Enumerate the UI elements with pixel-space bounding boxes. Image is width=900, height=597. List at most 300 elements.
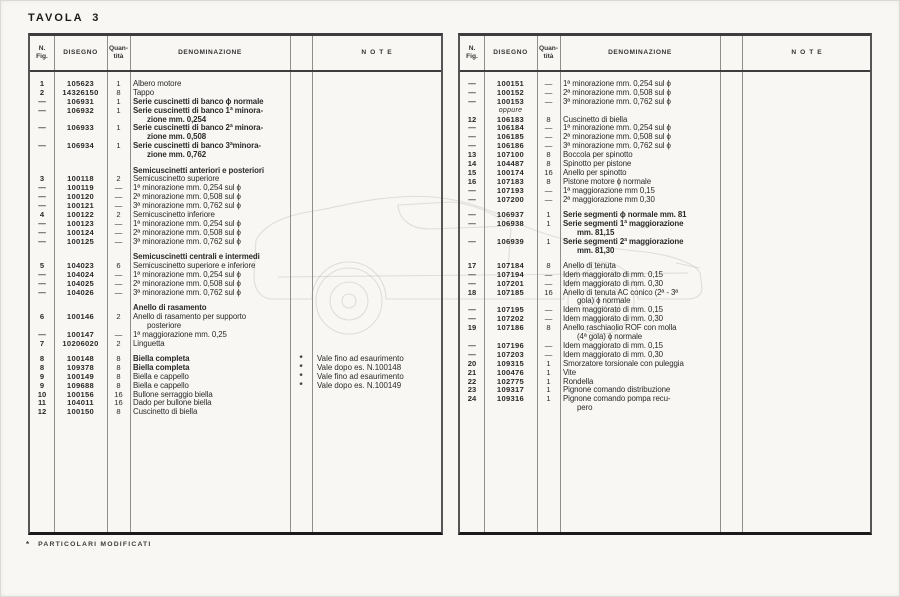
disegno-cell: 100148 bbox=[66, 353, 95, 363]
fig-cell: 10 bbox=[37, 389, 47, 399]
note-cell bbox=[312, 220, 441, 229]
quantity-cell: — bbox=[114, 201, 123, 211]
modified-star-cell bbox=[720, 262, 742, 271]
note-cell bbox=[312, 238, 441, 247]
quantity-cell: 8 bbox=[116, 380, 121, 390]
note-cell bbox=[742, 351, 870, 360]
disegno-cell: 100152 bbox=[496, 87, 525, 97]
fig-cell: 20 bbox=[467, 358, 477, 368]
quantity-cell: 1 bbox=[546, 209, 551, 219]
modified-star-cell bbox=[290, 304, 312, 313]
fig-cell: 14 bbox=[467, 159, 477, 169]
denominazione-cell: Semicuscinetto superiore e inferiore bbox=[133, 260, 256, 270]
disegno-cell: 100124 bbox=[66, 227, 95, 237]
disegno-cell: 105623 bbox=[66, 79, 95, 88]
disegno-cell: 107203 bbox=[496, 349, 525, 359]
note-cell bbox=[742, 151, 870, 160]
fig-cell: 17 bbox=[467, 260, 477, 270]
fig-cell: 21 bbox=[467, 367, 477, 377]
note-cell bbox=[742, 124, 870, 133]
note-cell bbox=[312, 313, 441, 322]
note-cell bbox=[742, 333, 870, 342]
modified-star-cell bbox=[290, 408, 312, 417]
disegno-cell: 106934 bbox=[66, 141, 95, 151]
denominazione-cell: Rondella bbox=[563, 376, 594, 386]
disegno-cell: 107196 bbox=[496, 340, 525, 350]
disegno-cell: 100149 bbox=[66, 371, 95, 381]
fig-cell: 8 bbox=[39, 362, 45, 372]
quantity-cell: — bbox=[544, 96, 553, 106]
disegno-cell: 100151 bbox=[496, 79, 525, 88]
denominazione-cell: Idem maggiorato di mm. 0,30 bbox=[563, 278, 663, 288]
quantity-cell: 1 bbox=[116, 105, 121, 115]
fig-cell bbox=[460, 404, 484, 413]
parts-table-left bbox=[28, 33, 443, 535]
denominazione-cell: 2ª minorazione mm. 0,508 sul ϕ bbox=[133, 278, 241, 288]
note-cell bbox=[312, 253, 441, 262]
note-cell bbox=[742, 280, 870, 289]
denominazione-cell: Idem maggiorato di mm. 0,30 bbox=[563, 349, 663, 359]
denominazione-cell: pero bbox=[577, 403, 593, 413]
denominazione-cell: 3ª minorazione mm. 0,762 sul ϕ bbox=[563, 141, 671, 151]
fig-cell: — bbox=[468, 218, 476, 228]
denominazione-cell: Pignone comando distribuzione bbox=[563, 385, 671, 395]
quantity-cell: 1 bbox=[116, 141, 121, 151]
disegno-cell: 100125 bbox=[66, 236, 95, 246]
modified-star-cell: * bbox=[299, 380, 303, 390]
denominazione-cell: Serie cuscinetti di banco ϕ normale bbox=[133, 96, 264, 106]
header-note: NOTE bbox=[361, 49, 396, 56]
modified-star-cell bbox=[290, 229, 312, 238]
denominazione-cell: Anello per spinotto bbox=[563, 167, 627, 177]
modified-star-cell bbox=[720, 315, 742, 324]
note-cell bbox=[312, 124, 441, 133]
fig-cell: — bbox=[468, 269, 476, 279]
modified-star-cell bbox=[290, 322, 312, 331]
note-cell bbox=[742, 80, 870, 89]
denominazione-cell: Cuscinetto di biella bbox=[133, 407, 198, 417]
page-title: TAVOLA 3 bbox=[28, 12, 101, 24]
table-row bbox=[30, 238, 441, 247]
quantity-cell: — bbox=[544, 123, 553, 133]
quantity-cell: 16 bbox=[544, 167, 553, 177]
note-cell bbox=[742, 395, 870, 404]
disegno-cell: 109316 bbox=[496, 394, 525, 404]
fig-cell: — bbox=[468, 349, 476, 359]
note-cell bbox=[742, 247, 870, 256]
note-cell bbox=[742, 369, 870, 378]
modified-star-cell bbox=[720, 247, 742, 256]
note-cell bbox=[742, 142, 870, 151]
modified-star-cell bbox=[290, 202, 312, 211]
disegno-cell: 104023 bbox=[66, 260, 95, 270]
modified-star-cell bbox=[720, 133, 742, 142]
quantity-cell: 1 bbox=[546, 376, 551, 386]
modified-star-cell: * bbox=[299, 353, 303, 363]
modified-star-cell bbox=[290, 238, 312, 247]
denominazione-cell: Dado per bullone biella bbox=[133, 398, 212, 408]
note-cell bbox=[312, 193, 441, 202]
disegno-cell: 106939 bbox=[496, 236, 525, 246]
note-cell bbox=[742, 98, 870, 107]
quantity-cell: 8 bbox=[546, 323, 551, 333]
modified-star-cell bbox=[290, 253, 312, 262]
denominazione-cell: Idem maggiorato di mm. 0,15 bbox=[563, 340, 663, 350]
modified-star-cell bbox=[720, 229, 742, 238]
disegno-cell: 104011 bbox=[67, 398, 94, 408]
left-table-body bbox=[30, 72, 441, 532]
quantity-cell: — bbox=[114, 287, 123, 297]
fig-cell: 1 bbox=[39, 79, 45, 88]
note-cell bbox=[742, 342, 870, 351]
quantity-cell: — bbox=[544, 278, 553, 288]
modified-star-cell bbox=[720, 342, 742, 351]
fig-cell: 23 bbox=[467, 385, 477, 395]
disegno-cell: 100119 bbox=[67, 183, 94, 193]
quantity-cell: — bbox=[544, 349, 553, 359]
disegno-cell: 14326150 bbox=[62, 87, 99, 97]
page-footer bbox=[26, 540, 152, 549]
disegno-cell: 104024 bbox=[66, 269, 95, 279]
denominazione-cell: Bullone serraggio biella bbox=[133, 389, 213, 399]
modified-star-cell bbox=[720, 124, 742, 133]
table-row bbox=[460, 404, 870, 413]
table-row bbox=[30, 340, 441, 349]
denominazione-cell: 2ª minorazione mm. 0,508 sul ϕ bbox=[133, 227, 241, 237]
fig-cell bbox=[30, 151, 54, 160]
disegno-cell: 107201 bbox=[496, 278, 525, 288]
denominazione-cell: Serie cuscinetti di banco 2ª minora- bbox=[133, 123, 263, 133]
disegno-cell: 10206020 bbox=[62, 338, 99, 348]
fig-cell: — bbox=[468, 123, 476, 133]
quantity-cell: — bbox=[544, 79, 553, 88]
modified-star-cell: * bbox=[299, 362, 303, 372]
modified-star-cell bbox=[290, 133, 312, 142]
denominazione-cell: Serie segmenti 2ª maggiorazione bbox=[563, 236, 684, 246]
header-denominazione: DENOMINAZIONE bbox=[178, 49, 242, 56]
modified-star-cell bbox=[290, 331, 312, 340]
note-cell bbox=[312, 133, 441, 142]
quantity-cell: 1 bbox=[116, 123, 121, 133]
fig-cell: — bbox=[468, 194, 476, 204]
modified-star-cell bbox=[720, 160, 742, 169]
quantity-cell: — bbox=[114, 183, 123, 193]
quantity-cell: 2 bbox=[116, 338, 121, 348]
note-cell bbox=[312, 271, 441, 280]
note-cell bbox=[742, 306, 870, 315]
quantity-cell: 16 bbox=[544, 287, 553, 297]
denominazione-cell: (4ª gola) ϕ normale bbox=[577, 332, 643, 342]
fig-cell: — bbox=[468, 314, 476, 324]
quantity-cell bbox=[107, 151, 130, 160]
disegno-cell: 107184 bbox=[496, 260, 525, 270]
disegno-cell: 102775 bbox=[496, 376, 525, 386]
quantity-cell: 8 bbox=[546, 176, 551, 186]
modified-star-cell bbox=[290, 124, 312, 133]
modified-star-cell bbox=[720, 404, 742, 413]
fig-cell: 16 bbox=[467, 176, 477, 186]
modified-star-cell bbox=[290, 175, 312, 184]
modified-star-cell bbox=[290, 391, 312, 400]
quantity-cell: 8 bbox=[116, 362, 121, 372]
fig-cell: 2 bbox=[39, 87, 45, 97]
fig-cell: 22 bbox=[467, 376, 477, 386]
fig-cell: 18 bbox=[467, 287, 477, 297]
fig-cell: — bbox=[468, 278, 476, 288]
disegno-cell: 100118 bbox=[67, 174, 94, 184]
denominazione-cell: 2ª minorazione mm. 0,508 sul ϕ bbox=[563, 132, 671, 142]
note-cell bbox=[312, 289, 441, 298]
disegno-cell: 107186 bbox=[496, 323, 525, 333]
modified-star-cell bbox=[290, 193, 312, 202]
denominazione-cell: Albero motore bbox=[133, 79, 182, 88]
modified-star-cell bbox=[720, 151, 742, 160]
modified-star-cell bbox=[290, 184, 312, 193]
disegno-cell: 100120 bbox=[66, 192, 95, 202]
disegno-cell: 104025 bbox=[66, 278, 95, 288]
modified-star-cell bbox=[720, 187, 742, 196]
denominazione-cell: Smorzatore torsionale con puleggia bbox=[563, 358, 684, 368]
note-cell bbox=[742, 196, 870, 205]
note-cell bbox=[312, 408, 441, 417]
table-row bbox=[460, 395, 870, 404]
table-row bbox=[460, 220, 870, 229]
denominazione-cell: 1ª maggiorazione mm 0,15 bbox=[563, 185, 655, 195]
modified-star-cell bbox=[720, 116, 742, 125]
denominazione-cell: 3ª minorazione mm. 0,762 sul ϕ bbox=[133, 236, 241, 246]
modified-star-cell bbox=[290, 289, 312, 298]
disegno-cell: 107183 bbox=[496, 176, 525, 186]
quantity-cell: — bbox=[544, 269, 553, 279]
quantity-cell: — bbox=[114, 278, 123, 288]
fig-cell: — bbox=[468, 141, 476, 151]
note-cell bbox=[742, 211, 870, 220]
quantity-cell: 8 bbox=[546, 159, 551, 169]
modified-star-cell bbox=[720, 80, 742, 89]
denominazione-cell: zione mm. 0,762 bbox=[147, 150, 207, 160]
modified-star-cell bbox=[720, 333, 742, 342]
quantity-cell: — bbox=[114, 236, 123, 246]
modified-star-cell bbox=[290, 271, 312, 280]
disegno-cell: 109317 bbox=[496, 385, 525, 395]
modified-star-cell bbox=[720, 271, 742, 280]
fig-cell: 19 bbox=[467, 323, 477, 333]
table-row bbox=[30, 142, 441, 151]
disegno-cell: 100147 bbox=[66, 329, 95, 339]
denominazione-cell: 3ª minorazione mm. 0,762 sul ϕ bbox=[563, 96, 671, 106]
fig-cell: — bbox=[38, 287, 46, 297]
note-cell bbox=[312, 280, 441, 289]
fig-cell: 9 bbox=[39, 371, 45, 381]
denominazione-cell: 2ª minorazione mm. 0,508 sul ϕ bbox=[563, 87, 671, 97]
header-quantita: Quan- tità bbox=[538, 45, 559, 60]
footer-text: PARTICOLARI MODIFICATI bbox=[38, 541, 152, 548]
fig-cell: — bbox=[468, 236, 476, 246]
note-cell bbox=[312, 331, 441, 340]
modified-star-cell: * bbox=[299, 371, 303, 381]
disegno-cell: oppure bbox=[498, 106, 523, 114]
quantity-cell: 1 bbox=[546, 218, 551, 228]
fig-cell: — bbox=[38, 236, 46, 246]
disegno-cell: 100476 bbox=[496, 367, 525, 377]
fig-cell: — bbox=[468, 209, 476, 219]
disegno-cell: 107100 bbox=[496, 150, 525, 160]
disegno-cell: 107195 bbox=[496, 305, 525, 315]
modified-star-cell bbox=[720, 395, 742, 404]
quantity-cell: 16 bbox=[114, 389, 123, 399]
header-quantita: Quan- tità bbox=[108, 45, 129, 60]
fig-cell: — bbox=[38, 278, 46, 288]
quantity-cell: 8 bbox=[546, 114, 551, 124]
modified-star-cell bbox=[720, 238, 742, 247]
modified-star-cell bbox=[720, 89, 742, 98]
modified-star-cell bbox=[290, 280, 312, 289]
quantity-cell: 1 bbox=[546, 394, 551, 404]
header-fig: N. Fig. bbox=[36, 45, 48, 60]
header-disegno: DISEGNO bbox=[493, 49, 528, 56]
note-cell bbox=[312, 107, 441, 116]
modified-star-cell bbox=[720, 378, 742, 387]
fig-cell: — bbox=[468, 185, 476, 195]
note-cell bbox=[312, 142, 441, 151]
disegno-cell bbox=[484, 247, 537, 256]
quantity-cell: 8 bbox=[116, 353, 121, 363]
disegno-cell: 107200 bbox=[496, 194, 525, 204]
fig-cell: — bbox=[38, 105, 46, 115]
quantity-cell: 8 bbox=[116, 87, 121, 97]
fig-cell: 9 bbox=[39, 380, 45, 390]
note-cell bbox=[312, 211, 441, 220]
quantity-cell: — bbox=[544, 314, 553, 324]
note-cell bbox=[312, 116, 441, 125]
note-cell: Vale dopo es. N.100149 bbox=[317, 380, 402, 390]
quantity-cell bbox=[537, 247, 560, 256]
denominazione-cell: Semicuscinetto inferiore bbox=[133, 209, 215, 219]
denominazione-cell: Serie segmenti ϕ normale mm. 81 bbox=[563, 209, 687, 219]
quantity-cell: 1 bbox=[546, 367, 551, 377]
fig-cell: — bbox=[468, 79, 476, 88]
note-cell bbox=[312, 175, 441, 184]
denominazione-cell: 1ª minorazione mm. 0,254 sul ϕ bbox=[133, 183, 241, 193]
denominazione-cell: gola) ϕ normale bbox=[577, 296, 631, 306]
fig-cell: — bbox=[38, 227, 46, 237]
disegno-cell: 107185 bbox=[496, 287, 525, 297]
denominazione-cell: mm. 81,15 bbox=[577, 227, 615, 237]
modified-star-cell bbox=[290, 340, 312, 349]
modified-star-cell bbox=[720, 386, 742, 395]
denominazione-cell: 3ª minorazione mm. 0,762 sul ϕ bbox=[133, 287, 241, 297]
note-cell bbox=[742, 107, 870, 116]
note-cell bbox=[742, 89, 870, 98]
modified-star-cell bbox=[290, 167, 312, 176]
quantity-cell: — bbox=[114, 227, 123, 237]
disegno-cell: 109688 bbox=[66, 380, 95, 390]
denominazione-cell: 2ª minorazione mm. 0,508 sul ϕ bbox=[133, 192, 241, 202]
modified-star-cell bbox=[720, 220, 742, 229]
fig-cell: — bbox=[38, 183, 46, 193]
table-row bbox=[30, 107, 441, 116]
note-cell bbox=[312, 98, 441, 107]
disegno-cell: 100123 bbox=[66, 218, 95, 228]
note-cell bbox=[742, 404, 870, 413]
note-cell bbox=[312, 304, 441, 313]
parts-table-right bbox=[458, 33, 872, 535]
denominazione-cell: Idem maggiorato di mm. 0,15 bbox=[563, 305, 663, 315]
modified-star-cell bbox=[720, 142, 742, 151]
denominazione-cell: Biella completa bbox=[133, 353, 190, 363]
quantity-cell: — bbox=[114, 218, 123, 228]
fig-cell: — bbox=[468, 340, 476, 350]
table-row bbox=[460, 98, 870, 107]
denominazione-cell: Pistone motore ϕ normale bbox=[563, 176, 651, 186]
disegno-cell: 106185 bbox=[496, 132, 525, 142]
disegno-cell: 104026 bbox=[66, 287, 95, 297]
fig-cell: — bbox=[468, 96, 476, 106]
denominazione-cell: Biella completa bbox=[133, 362, 190, 372]
denominazione-cell: Semicuscinetti centrali e intermedi bbox=[133, 252, 260, 262]
quantity-cell: 8 bbox=[116, 407, 121, 417]
note-cell bbox=[742, 229, 870, 238]
quantity-cell bbox=[537, 404, 560, 413]
modified-star-cell bbox=[720, 306, 742, 315]
quantity-cell: 16 bbox=[114, 398, 123, 408]
quantity-cell: 6 bbox=[116, 260, 121, 270]
denominazione-cell: Semicuscinetto superiore bbox=[133, 174, 220, 184]
fig-cell: 13 bbox=[467, 150, 477, 160]
modified-star-cell bbox=[290, 313, 312, 322]
quantity-cell: 2 bbox=[116, 311, 121, 321]
modified-star-cell bbox=[290, 116, 312, 125]
table-header bbox=[30, 36, 441, 72]
header-fig: N. Fig. bbox=[466, 45, 478, 60]
note-cell bbox=[312, 322, 441, 331]
quantity-cell: — bbox=[544, 141, 553, 151]
modified-star-cell bbox=[290, 151, 312, 160]
note-cell bbox=[312, 202, 441, 211]
fig-cell: 15 bbox=[467, 167, 477, 177]
modified-star-cell bbox=[290, 107, 312, 116]
modified-star-cell bbox=[720, 280, 742, 289]
disegno-cell bbox=[484, 404, 537, 413]
modified-star-cell bbox=[720, 169, 742, 178]
note-cell bbox=[742, 386, 870, 395]
denominazione-cell: posteriore bbox=[147, 320, 182, 330]
note-cell bbox=[742, 271, 870, 280]
fig-cell: 12 bbox=[37, 407, 47, 417]
fig-cell: 4 bbox=[39, 209, 45, 219]
header-denominazione: DENOMINAZIONE bbox=[608, 49, 672, 56]
modified-star-cell bbox=[720, 107, 742, 116]
note-cell: Vale fino ad esaurimento bbox=[317, 371, 404, 381]
fig-cell: — bbox=[38, 269, 46, 279]
fig-cell: 3 bbox=[39, 174, 45, 184]
denominazione-cell: Anello di rasamento bbox=[133, 302, 207, 312]
modified-star-cell bbox=[290, 98, 312, 107]
note-cell: Vale dopo es. N.100148 bbox=[317, 362, 402, 372]
quantity-cell: 2 bbox=[116, 209, 121, 219]
disegno-cell bbox=[54, 151, 107, 160]
fig-cell: — bbox=[468, 87, 476, 97]
modified-star-cell bbox=[290, 142, 312, 151]
table-row bbox=[460, 238, 870, 247]
quantity-cell: — bbox=[544, 185, 553, 195]
quantity-cell: 2 bbox=[116, 174, 121, 184]
fig-cell: 7 bbox=[39, 338, 45, 348]
table-row bbox=[30, 289, 441, 298]
modified-star-cell bbox=[290, 80, 312, 89]
note-cell bbox=[742, 378, 870, 387]
disegno-cell: 109315 bbox=[496, 358, 525, 368]
